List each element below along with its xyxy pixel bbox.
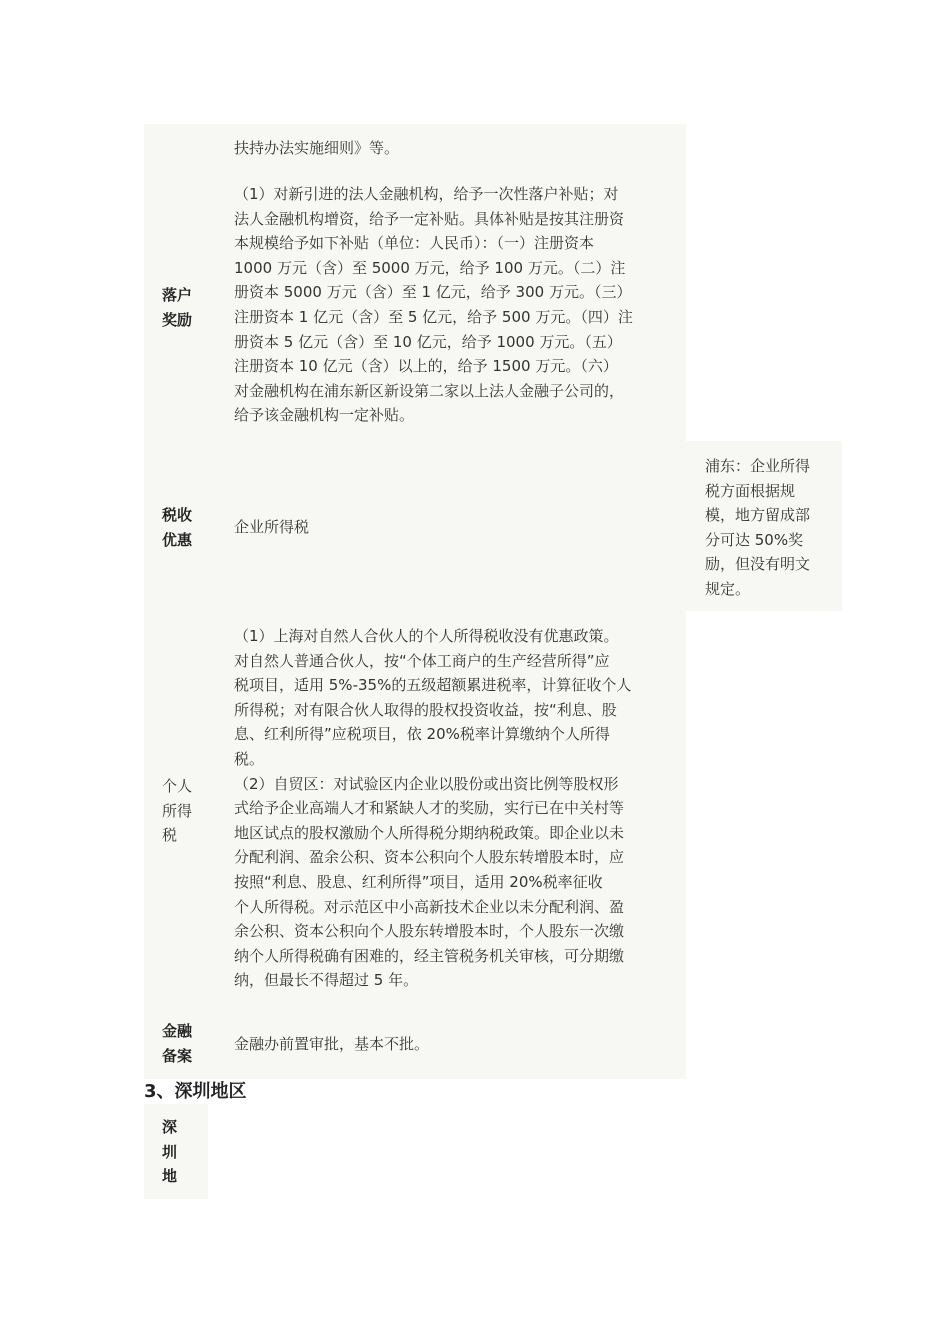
- shenzhen-table-label: 深 圳 地: [162, 1118, 178, 1186]
- row-content-financial-filing: 金融办前置审批，基本不批。: [234, 1035, 430, 1053]
- continuation-text: 扶持办法实施细则》等。: [234, 139, 400, 157]
- row-content-tax-incentive: 企业所得税: [234, 518, 310, 536]
- section-heading-shenzhen: 3、深圳地区: [144, 1081, 247, 1102]
- row-label-settlement-reward: 落户 奖励: [162, 286, 193, 329]
- row-label-tax-incentive: 税收 优惠: [162, 506, 193, 549]
- row-note-pudong: 浦东：企业所得 税方面根据规 模，地方留成部 分可达 50%奖 励，但没有明文 规定。: [705, 457, 811, 598]
- row-label-personal-income-tax: 个人 所得 税: [162, 777, 193, 845]
- row-content-personal-income-tax: （1）上海对自然人合伙人的个人所得税收没有优惠政策。 对自然人普通合伙人，按“个体工商户的生产经营所得”应 税项目，适用 5%-35%的五级超额累进税率，计算征收个人 所得税；对有限合伙人取得的股权投资收益，按“利息、股 息、红利所得”应税项目，依 20%税率计算缴纳个人所得 税。 （2）自贸区：对试验区内企业以股份或出资比例等股权形 式给予企业高端人才和紧缺人才的奖励，实行已在中关村等 地区试点的股权激励个人所得税分期纳税政策。即企业以未 分配利润、盈余公积、资本公积向个人股东转增股本时，应 按照“利息、股息、红利所得”项目，适用 20%税率征收 个人所得税。对示范区中小高新技术企业以未分配利润、盈 余公积、资本公积向个人股东转增股本时，个人股东一次缴 纳个人所得税确有困难的，经主管税务机关审核，可分期缴 纳，但最长不得超过 5 年。: [234, 627, 632, 990]
- row-label-financial-filing: 金融 备案: [162, 1022, 193, 1065]
- row-content-settlement-reward: （1）对新引进的法人金融机构，给予一次性落户补贴；对 法人金融机构增资，给予一定补贴。具体补贴是按其注册资 本规模给予如下补贴（单位：人民币）：（一）注册资本 1000 万元（含）至 5000 万元，给予 100 万元。（二）注 册资本 5000 万元（含）至 1 亿元，给予 300 万元。（三） 注册资本 1 亿元（含）至 5 亿元，给予 500 万元。（四）注 册资本 5 亿元（含）至 10 亿元，给予 1000 万元。（五） 注册资本 10 亿元（含）以上的，给予 1500 万元。（六） 对金融机构在浦东新区新设第二家以上法人金融子公司的， 给予该金融机构一定补贴。: [234, 185, 633, 425]
